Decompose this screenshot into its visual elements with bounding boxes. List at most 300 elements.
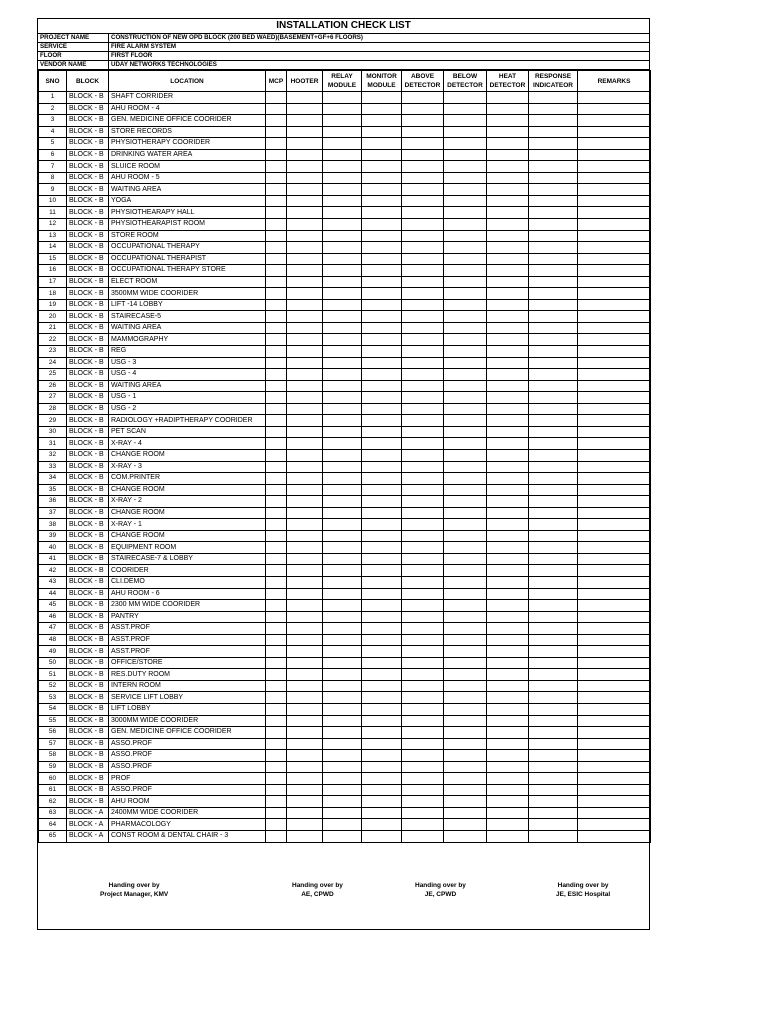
check-cell[interactable] <box>323 657 362 669</box>
check-cell[interactable] <box>266 588 287 600</box>
check-cell[interactable] <box>444 126 487 138</box>
check-cell[interactable] <box>402 519 444 531</box>
check-cell[interactable] <box>487 230 529 242</box>
check-cell[interactable] <box>444 149 487 161</box>
check-cell[interactable] <box>362 403 402 415</box>
check-cell[interactable] <box>487 553 529 565</box>
check-cell[interactable] <box>362 138 402 150</box>
check-cell[interactable] <box>402 357 444 369</box>
check-cell[interactable] <box>529 473 578 485</box>
check-cell[interactable] <box>266 149 287 161</box>
check-cell[interactable] <box>487 703 529 715</box>
check-cell[interactable] <box>402 796 444 808</box>
check-cell[interactable] <box>529 634 578 646</box>
check-cell[interactable] <box>287 831 323 843</box>
check-cell[interactable] <box>487 219 529 231</box>
check-cell[interactable] <box>266 380 287 392</box>
check-cell[interactable] <box>323 496 362 508</box>
check-cell[interactable] <box>287 600 323 612</box>
check-cell[interactable] <box>444 819 487 831</box>
check-cell[interactable] <box>362 565 402 577</box>
check-cell[interactable] <box>323 727 362 739</box>
check-cell[interactable] <box>266 715 287 727</box>
check-cell[interactable] <box>529 403 578 415</box>
check-cell[interactable] <box>287 369 323 381</box>
check-cell[interactable] <box>323 403 362 415</box>
check-cell[interactable] <box>362 784 402 796</box>
check-cell[interactable] <box>287 611 323 623</box>
check-cell[interactable] <box>362 530 402 542</box>
check-cell[interactable] <box>578 807 651 819</box>
check-cell[interactable] <box>266 669 287 681</box>
check-cell[interactable] <box>444 530 487 542</box>
check-cell[interactable] <box>529 565 578 577</box>
check-cell[interactable] <box>402 646 444 658</box>
check-cell[interactable] <box>402 265 444 277</box>
check-cell[interactable] <box>529 195 578 207</box>
check-cell[interactable] <box>362 623 402 635</box>
check-cell[interactable] <box>444 750 487 762</box>
check-cell[interactable] <box>323 369 362 381</box>
check-cell[interactable] <box>266 703 287 715</box>
check-cell[interactable] <box>323 322 362 334</box>
check-cell[interactable] <box>529 657 578 669</box>
check-cell[interactable] <box>287 530 323 542</box>
check-cell[interactable] <box>578 415 651 427</box>
check-cell[interactable] <box>362 553 402 565</box>
check-cell[interactable] <box>578 288 651 300</box>
check-cell[interactable] <box>362 392 402 404</box>
check-cell[interactable] <box>362 484 402 496</box>
check-cell[interactable] <box>402 195 444 207</box>
check-cell[interactable] <box>529 588 578 600</box>
check-cell[interactable] <box>287 738 323 750</box>
check-cell[interactable] <box>487 415 529 427</box>
check-cell[interactable] <box>323 426 362 438</box>
check-cell[interactable] <box>362 322 402 334</box>
check-cell[interactable] <box>402 92 444 104</box>
check-cell[interactable] <box>402 322 444 334</box>
check-cell[interactable] <box>402 611 444 623</box>
check-cell[interactable] <box>487 611 529 623</box>
check-cell[interactable] <box>287 334 323 346</box>
check-cell[interactable] <box>287 92 323 104</box>
check-cell[interactable] <box>362 634 402 646</box>
check-cell[interactable] <box>487 322 529 334</box>
check-cell[interactable] <box>529 750 578 762</box>
check-cell[interactable] <box>287 346 323 358</box>
check-cell[interactable] <box>444 288 487 300</box>
check-cell[interactable] <box>362 461 402 473</box>
check-cell[interactable] <box>578 657 651 669</box>
check-cell[interactable] <box>266 565 287 577</box>
check-cell[interactable] <box>362 473 402 485</box>
check-cell[interactable] <box>362 230 402 242</box>
check-cell[interactable] <box>578 576 651 588</box>
check-cell[interactable] <box>266 195 287 207</box>
check-cell[interactable] <box>402 369 444 381</box>
check-cell[interactable] <box>266 600 287 612</box>
check-cell[interactable] <box>444 426 487 438</box>
check-cell[interactable] <box>266 415 287 427</box>
check-cell[interactable] <box>402 138 444 150</box>
check-cell[interactable] <box>287 680 323 692</box>
check-cell[interactable] <box>444 680 487 692</box>
check-cell[interactable] <box>402 438 444 450</box>
check-cell[interactable] <box>578 750 651 762</box>
check-cell[interactable] <box>444 784 487 796</box>
check-cell[interactable] <box>323 738 362 750</box>
check-cell[interactable] <box>444 161 487 173</box>
check-cell[interactable] <box>323 634 362 646</box>
check-cell[interactable] <box>266 784 287 796</box>
check-cell[interactable] <box>323 115 362 127</box>
check-cell[interactable] <box>529 715 578 727</box>
check-cell[interactable] <box>402 553 444 565</box>
check-cell[interactable] <box>402 276 444 288</box>
check-cell[interactable] <box>402 172 444 184</box>
check-cell[interactable] <box>444 796 487 808</box>
check-cell[interactable] <box>323 807 362 819</box>
check-cell[interactable] <box>362 172 402 184</box>
check-cell[interactable] <box>529 784 578 796</box>
check-cell[interactable] <box>444 92 487 104</box>
check-cell[interactable] <box>529 461 578 473</box>
check-cell[interactable] <box>402 103 444 115</box>
check-cell[interactable] <box>402 680 444 692</box>
check-cell[interactable] <box>287 138 323 150</box>
check-cell[interactable] <box>487 565 529 577</box>
check-cell[interactable] <box>578 761 651 773</box>
check-cell[interactable] <box>323 449 362 461</box>
check-cell[interactable] <box>487 576 529 588</box>
check-cell[interactable] <box>362 288 402 300</box>
check-cell[interactable] <box>362 219 402 231</box>
check-cell[interactable] <box>444 265 487 277</box>
check-cell[interactable] <box>323 172 362 184</box>
check-cell[interactable] <box>266 761 287 773</box>
check-cell[interactable] <box>578 184 651 196</box>
check-cell[interactable] <box>487 299 529 311</box>
check-cell[interactable] <box>362 761 402 773</box>
check-cell[interactable] <box>287 161 323 173</box>
check-cell[interactable] <box>487 680 529 692</box>
check-cell[interactable] <box>402 253 444 265</box>
check-cell[interactable] <box>266 219 287 231</box>
check-cell[interactable] <box>402 831 444 843</box>
check-cell[interactable] <box>287 357 323 369</box>
check-cell[interactable] <box>287 703 323 715</box>
check-cell[interactable] <box>266 473 287 485</box>
check-cell[interactable] <box>402 334 444 346</box>
check-cell[interactable] <box>266 519 287 531</box>
check-cell[interactable] <box>402 415 444 427</box>
check-cell[interactable] <box>444 322 487 334</box>
check-cell[interactable] <box>323 507 362 519</box>
check-cell[interactable] <box>529 311 578 323</box>
check-cell[interactable] <box>578 195 651 207</box>
check-cell[interactable] <box>529 299 578 311</box>
check-cell[interactable] <box>578 473 651 485</box>
check-cell[interactable] <box>529 496 578 508</box>
check-cell[interactable] <box>266 369 287 381</box>
check-cell[interactable] <box>578 831 651 843</box>
check-cell[interactable] <box>529 831 578 843</box>
check-cell[interactable] <box>266 738 287 750</box>
check-cell[interactable] <box>444 138 487 150</box>
check-cell[interactable] <box>323 611 362 623</box>
check-cell[interactable] <box>323 415 362 427</box>
check-cell[interactable] <box>444 507 487 519</box>
check-cell[interactable] <box>529 207 578 219</box>
check-cell[interactable] <box>487 161 529 173</box>
check-cell[interactable] <box>578 692 651 704</box>
check-cell[interactable] <box>402 496 444 508</box>
check-cell[interactable] <box>266 207 287 219</box>
check-cell[interactable] <box>578 426 651 438</box>
check-cell[interactable] <box>578 311 651 323</box>
check-cell[interactable] <box>362 542 402 554</box>
check-cell[interactable] <box>287 126 323 138</box>
check-cell[interactable] <box>529 796 578 808</box>
check-cell[interactable] <box>266 611 287 623</box>
check-cell[interactable] <box>487 473 529 485</box>
check-cell[interactable] <box>578 380 651 392</box>
check-cell[interactable] <box>287 461 323 473</box>
check-cell[interactable] <box>323 346 362 358</box>
check-cell[interactable] <box>323 126 362 138</box>
check-cell[interactable] <box>402 692 444 704</box>
check-cell[interactable] <box>362 242 402 254</box>
check-cell[interactable] <box>444 207 487 219</box>
check-cell[interactable] <box>266 484 287 496</box>
check-cell[interactable] <box>323 230 362 242</box>
check-cell[interactable] <box>578 542 651 554</box>
check-cell[interactable] <box>444 807 487 819</box>
check-cell[interactable] <box>266 253 287 265</box>
check-cell[interactable] <box>444 565 487 577</box>
check-cell[interactable] <box>266 115 287 127</box>
check-cell[interactable] <box>362 588 402 600</box>
check-cell[interactable] <box>287 242 323 254</box>
check-cell[interactable] <box>487 773 529 785</box>
check-cell[interactable] <box>362 773 402 785</box>
check-cell[interactable] <box>287 773 323 785</box>
check-cell[interactable] <box>266 831 287 843</box>
check-cell[interactable] <box>402 473 444 485</box>
check-cell[interactable] <box>578 172 651 184</box>
check-cell[interactable] <box>266 449 287 461</box>
check-cell[interactable] <box>402 600 444 612</box>
check-cell[interactable] <box>266 807 287 819</box>
check-cell[interactable] <box>578 727 651 739</box>
check-cell[interactable] <box>578 346 651 358</box>
check-cell[interactable] <box>362 184 402 196</box>
check-cell[interactable] <box>323 773 362 785</box>
check-cell[interactable] <box>287 715 323 727</box>
check-cell[interactable] <box>362 715 402 727</box>
check-cell[interactable] <box>444 484 487 496</box>
check-cell[interactable] <box>323 703 362 715</box>
check-cell[interactable] <box>444 346 487 358</box>
check-cell[interactable] <box>287 288 323 300</box>
check-cell[interactable] <box>578 92 651 104</box>
check-cell[interactable] <box>362 415 402 427</box>
check-cell[interactable] <box>444 611 487 623</box>
check-cell[interactable] <box>323 438 362 450</box>
check-cell[interactable] <box>529 288 578 300</box>
check-cell[interactable] <box>323 288 362 300</box>
check-cell[interactable] <box>487 438 529 450</box>
check-cell[interactable] <box>287 392 323 404</box>
check-cell[interactable] <box>529 727 578 739</box>
check-cell[interactable] <box>266 796 287 808</box>
check-cell[interactable] <box>578 334 651 346</box>
check-cell[interactable] <box>323 588 362 600</box>
check-cell[interactable] <box>362 253 402 265</box>
check-cell[interactable] <box>444 380 487 392</box>
check-cell[interactable] <box>323 669 362 681</box>
check-cell[interactable] <box>487 715 529 727</box>
check-cell[interactable] <box>529 92 578 104</box>
check-cell[interactable] <box>362 195 402 207</box>
check-cell[interactable] <box>323 92 362 104</box>
check-cell[interactable] <box>402 346 444 358</box>
check-cell[interactable] <box>444 392 487 404</box>
check-cell[interactable] <box>362 496 402 508</box>
check-cell[interactable] <box>578 588 651 600</box>
check-cell[interactable] <box>402 773 444 785</box>
check-cell[interactable] <box>287 553 323 565</box>
check-cell[interactable] <box>444 496 487 508</box>
check-cell[interactable] <box>578 103 651 115</box>
check-cell[interactable] <box>529 761 578 773</box>
check-cell[interactable] <box>529 530 578 542</box>
check-cell[interactable] <box>402 403 444 415</box>
check-cell[interactable] <box>529 276 578 288</box>
check-cell[interactable] <box>529 576 578 588</box>
check-cell[interactable] <box>362 703 402 715</box>
check-cell[interactable] <box>487 184 529 196</box>
check-cell[interactable] <box>578 357 651 369</box>
check-cell[interactable] <box>578 219 651 231</box>
check-cell[interactable] <box>323 542 362 554</box>
check-cell[interactable] <box>323 149 362 161</box>
check-cell[interactable] <box>287 634 323 646</box>
check-cell[interactable] <box>487 819 529 831</box>
check-cell[interactable] <box>487 357 529 369</box>
check-cell[interactable] <box>362 819 402 831</box>
check-cell[interactable] <box>266 507 287 519</box>
check-cell[interactable] <box>529 600 578 612</box>
check-cell[interactable] <box>287 172 323 184</box>
check-cell[interactable] <box>578 461 651 473</box>
check-cell[interactable] <box>529 219 578 231</box>
check-cell[interactable] <box>266 357 287 369</box>
check-cell[interactable] <box>402 426 444 438</box>
check-cell[interactable] <box>362 680 402 692</box>
check-cell[interactable] <box>487 784 529 796</box>
check-cell[interactable] <box>487 149 529 161</box>
check-cell[interactable] <box>529 484 578 496</box>
check-cell[interactable] <box>362 92 402 104</box>
check-cell[interactable] <box>529 230 578 242</box>
check-cell[interactable] <box>323 161 362 173</box>
check-cell[interactable] <box>444 738 487 750</box>
check-cell[interactable] <box>487 403 529 415</box>
check-cell[interactable] <box>444 727 487 739</box>
check-cell[interactable] <box>444 230 487 242</box>
check-cell[interactable] <box>287 576 323 588</box>
check-cell[interactable] <box>529 623 578 635</box>
check-cell[interactable] <box>487 346 529 358</box>
check-cell[interactable] <box>578 715 651 727</box>
check-cell[interactable] <box>287 496 323 508</box>
check-cell[interactable] <box>529 807 578 819</box>
check-cell[interactable] <box>287 253 323 265</box>
check-cell[interactable] <box>323 831 362 843</box>
check-cell[interactable] <box>578 126 651 138</box>
check-cell[interactable] <box>529 703 578 715</box>
check-cell[interactable] <box>402 530 444 542</box>
check-cell[interactable] <box>529 542 578 554</box>
check-cell[interactable] <box>529 773 578 785</box>
check-cell[interactable] <box>362 669 402 681</box>
check-cell[interactable] <box>529 346 578 358</box>
check-cell[interactable] <box>402 727 444 739</box>
check-cell[interactable] <box>402 507 444 519</box>
check-cell[interactable] <box>487 392 529 404</box>
check-cell[interactable] <box>444 761 487 773</box>
check-cell[interactable] <box>323 357 362 369</box>
check-cell[interactable] <box>402 299 444 311</box>
check-cell[interactable] <box>287 657 323 669</box>
check-cell[interactable] <box>402 669 444 681</box>
check-cell[interactable] <box>578 553 651 565</box>
check-cell[interactable] <box>323 380 362 392</box>
check-cell[interactable] <box>323 473 362 485</box>
check-cell[interactable] <box>266 461 287 473</box>
check-cell[interactable] <box>444 553 487 565</box>
check-cell[interactable] <box>444 369 487 381</box>
check-cell[interactable] <box>287 784 323 796</box>
check-cell[interactable] <box>266 727 287 739</box>
check-cell[interactable] <box>362 103 402 115</box>
check-cell[interactable] <box>529 253 578 265</box>
check-cell[interactable] <box>578 230 651 242</box>
check-cell[interactable] <box>578 438 651 450</box>
check-cell[interactable] <box>487 484 529 496</box>
check-cell[interactable] <box>487 276 529 288</box>
check-cell[interactable] <box>402 149 444 161</box>
check-cell[interactable] <box>578 276 651 288</box>
check-cell[interactable] <box>578 207 651 219</box>
check-cell[interactable] <box>266 623 287 635</box>
check-cell[interactable] <box>323 623 362 635</box>
check-cell[interactable] <box>487 738 529 750</box>
check-cell[interactable] <box>287 727 323 739</box>
check-cell[interactable] <box>266 126 287 138</box>
check-cell[interactable] <box>266 161 287 173</box>
check-cell[interactable] <box>578 634 651 646</box>
check-cell[interactable] <box>578 796 651 808</box>
check-cell[interactable] <box>487 288 529 300</box>
check-cell[interactable] <box>266 542 287 554</box>
check-cell[interactable] <box>362 738 402 750</box>
check-cell[interactable] <box>323 253 362 265</box>
check-cell[interactable] <box>287 115 323 127</box>
check-cell[interactable] <box>402 738 444 750</box>
